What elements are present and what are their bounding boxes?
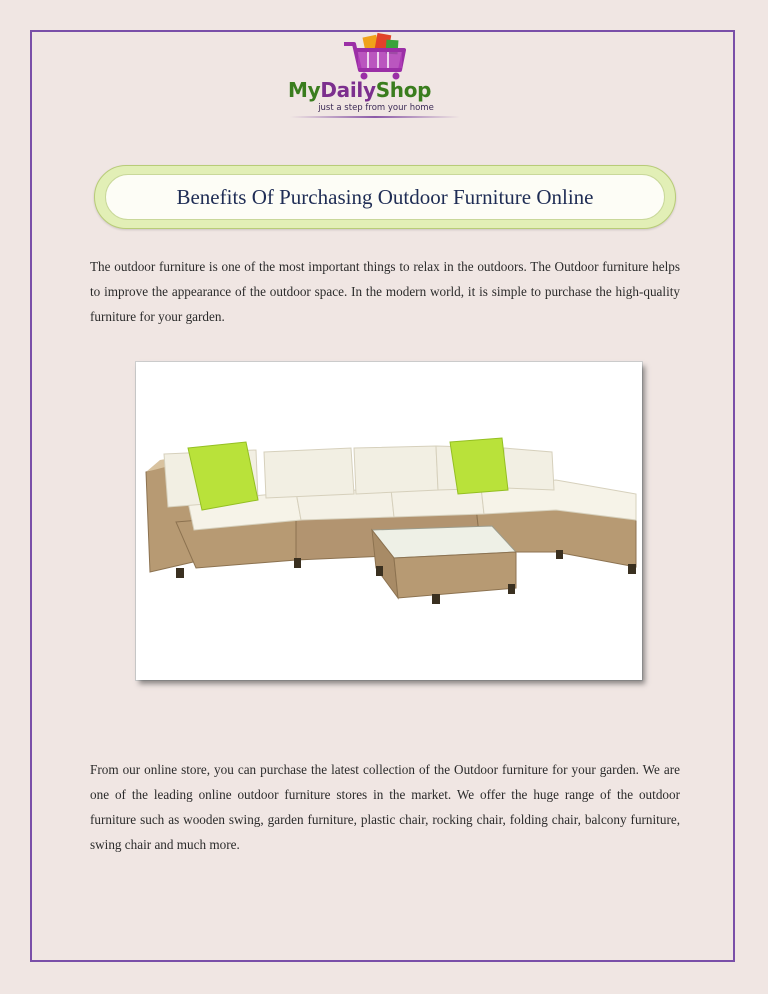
mydailyshop-logo[interactable] [280, 32, 480, 120]
brand-daily: Daily [320, 78, 376, 102]
furniture-photo [136, 362, 642, 680]
page-title: Benefits Of Purchasing Outdoor Furniture Online [176, 184, 594, 209]
brand-shop: Shop [375, 78, 432, 102]
brand-tagline: just a step from your home [318, 103, 434, 113]
sectional-sofa-illustration [136, 362, 642, 680]
tagline-underline [290, 116, 460, 118]
brand-my: My [288, 78, 321, 102]
title-banner-inner [105, 174, 665, 220]
store-paragraph: From our online store, you can purchase the latest collection of the Outdoor furniture for your garden. We are one of the leading online outdoor furniture stores in the market. We offer the huge range of the outdoor furniture such as wooden swing, garden furniture, plastic chair, rocking chair, folding chair, balcony furniture, swing chair and much more. [90, 762, 680, 852]
intro-paragraph: The outdoor furniture is one of the most important things to relax in the outdoors. The Outdoor furniture helps to improve the appearance of the outdoor space. In the modern world, it is simple to purchase the high-quality furniture for your garden. [90, 259, 680, 324]
brand-name [288, 78, 431, 102]
title-banner [94, 165, 676, 229]
